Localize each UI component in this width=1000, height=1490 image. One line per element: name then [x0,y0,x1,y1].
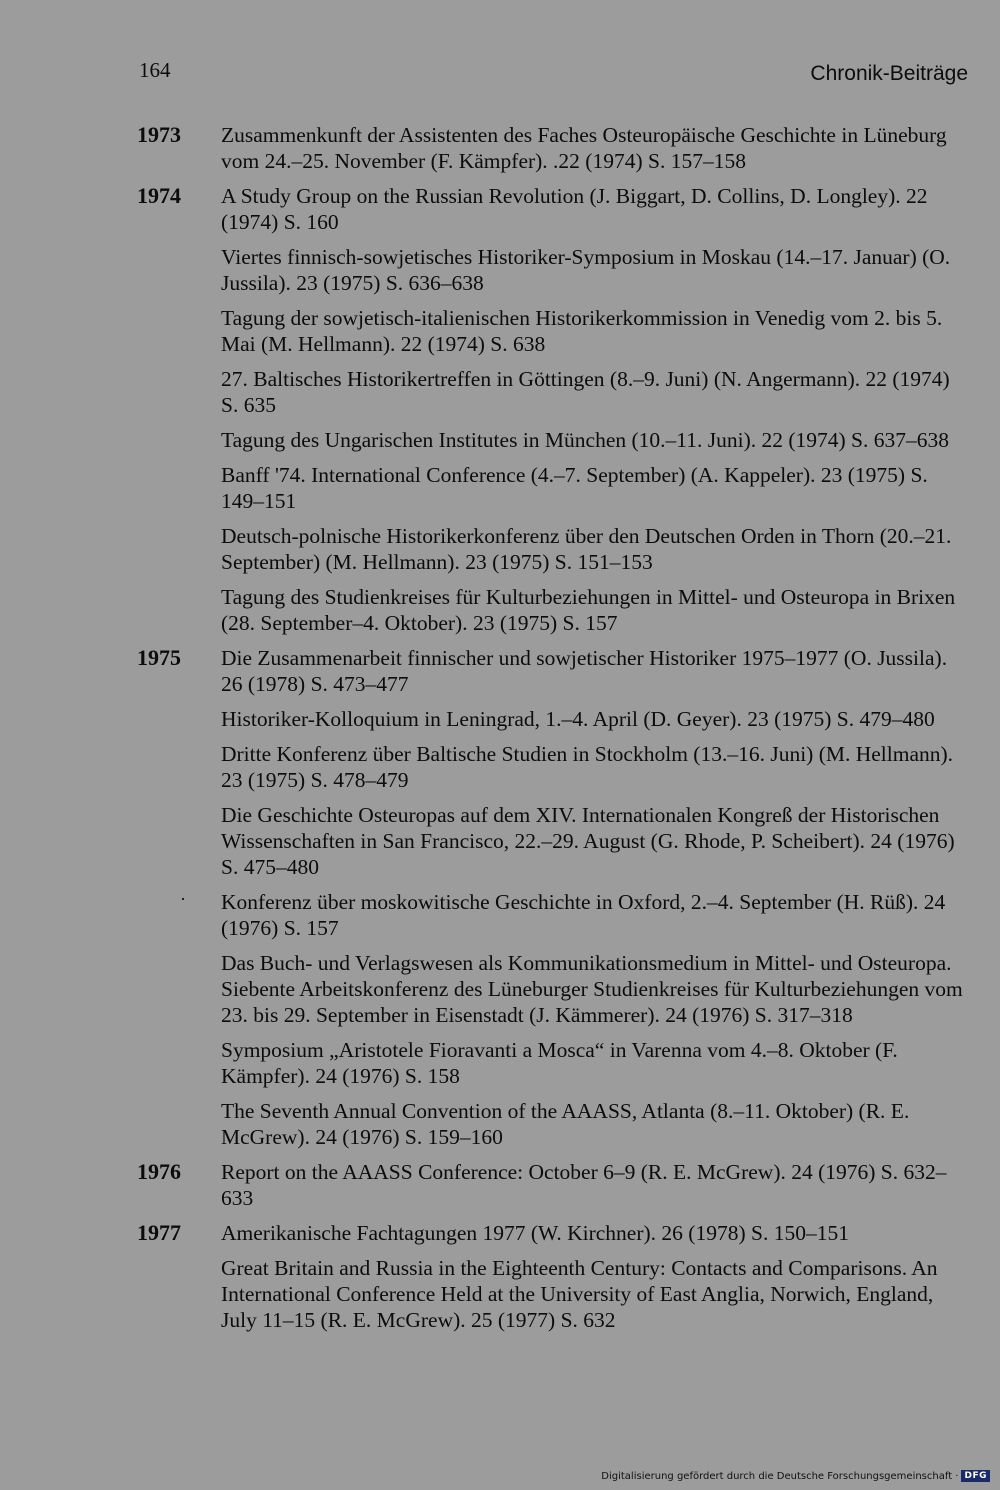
year-label: 1973 [137,122,181,147]
stray-mark: · [180,889,186,909]
running-head: Chronik-Beiträge [810,62,968,85]
list-item: Tagung des Ungarischen Institutes in München (10.–11. Juni). 22 (1974) S. 637–638 [221,428,950,452]
year-label: 1977 [137,1220,181,1245]
entries-list [0,122,1000,1342]
list-item: Historiker-Kolloquium in Leningrad, 1.–4. April (D. Geyer). 23 (1975) S. 479–480 [221,707,935,731]
list-item: Viertes finnisch-sowjetisches Historiker-Symposium in Moskau (14.–17. Januar) (O. Jussila). 23 (1975) S. 636–638 [221,245,951,295]
year-block-1976 [0,1159,1000,1211]
list-item: Die Zusammenarbeit finnischer und sowjetischer Historiker 1975–1977 (O. Jussila). 26 (1978) S. 473–477 [221,646,948,696]
list-item: Dritte Konferenz über Baltische Studien in Stockholm (13.–16. Juni) (M. Hellmann). 23 (1975) S. 478–479 [221,742,954,792]
dfg-logo-icon: DFG [961,1470,990,1482]
list-item: The Seventh Annual Convention of the AAASS, Atlanta (8.–11. Oktober) (R. E. McGrew). 24 (1976) S. 159–160 [221,1099,910,1149]
year-block-1974 [0,183,1000,636]
list-item: Das Buch- und Verlagswesen als Kommunikationsmedium in Mittel- und Osteuropa. Siebente Arbeitskonferenz des Lüneburger Studienkreises für Kulturbeziehungen vom 23. bis 29. September in Eisenstadt (J. Kämmerer). 24 (1976) S. 317–318 [221,951,963,1027]
year-label: 1974 [137,183,181,208]
list-item-wrapper [0,889,1000,941]
list-item: A Study Group on the Russian Revolution (J. Biggart, D. Collins, D. Longley). 22 (1974) S. 160 [221,184,928,234]
year-label: 1976 [137,1159,181,1184]
list-item: Amerikanische Fachtagungen 1977 (W. Kirchner). 26 (1978) S. 150–151 [221,1221,849,1245]
year-label: 1975 [137,645,181,670]
list-item: Great Britain and Russia in the Eighteenth Century: Contacts and Comparisons. An International Conference Held at the University of East Anglia, Norwich, England, July 11–15 (R. E. McGrew). 25 (1977) S. 632 [221,1256,938,1332]
list-item: Zusammenkunft der Assistenten des Faches Osteuropäische Geschichte in Lüneburg vom 24.–25. November (F. Kämpfer). .22 (1974) S. 157–158 [221,123,947,173]
list-item: Banff '74. International Conference (4.–7. September) (A. Kappeler). 23 (1975) S. 149–151 [221,463,928,513]
list-item: 27. Baltisches Historikertreffen in Göttingen (8.–9. Juni) (N. Angermann). 22 (1974) S. 635 [221,367,950,417]
list-item: Tagung der sowjetisch-italienischen Historikerkommission in Venedig vom 2. bis 5. Mai (M. Hellmann). 22 (1974) S. 638 [221,306,943,356]
year-block-1975 [0,645,1000,1150]
list-item: Symposium „Aristotele Fioravanti a Mosca“ in Varenna vom 4.–8. Oktober (F. Kämpfer). 24 (1976) S. 158 [221,1038,898,1088]
year-block-1973 [0,122,1000,174]
list-item: Die Geschichte Osteuropas auf dem XIV. Internationalen Kongreß der Historischen Wissenschaften in San Francisco, 22.–29. August (G. Rhode, P. Scheibert). 24 (1976) S. 475–480 [221,803,955,879]
list-item: Tagung des Studienkreises für Kulturbeziehungen in Mittel- und Osteuropa in Brixen (28. September–4. Oktober). 23 (1975) S. 157 [221,585,956,635]
list-item: Report on the AAASS Conference: October 6–9 (R. E. McGrew). 24 (1976) S. 632–633 [221,1160,947,1210]
page-number: 164 [139,58,171,82]
footer-credit [601,1470,990,1482]
list-item: Deutsch-polnische Historikerkonferenz über den Deutschen Orden in Thorn (20.–21. September) (M. Hellmann). 23 (1975) S. 151–153 [221,524,952,574]
list-item: Konferenz über moskowitische Geschichte in Oxford, 2.–4. September (H. Rüß). 24 (1976) S. 157 [221,890,946,940]
year-block-1977 [0,1220,1000,1333]
footer-text: Digitalisierung gefördert durch die Deutsche Forschungsgemeinschaft · [601,1470,959,1482]
